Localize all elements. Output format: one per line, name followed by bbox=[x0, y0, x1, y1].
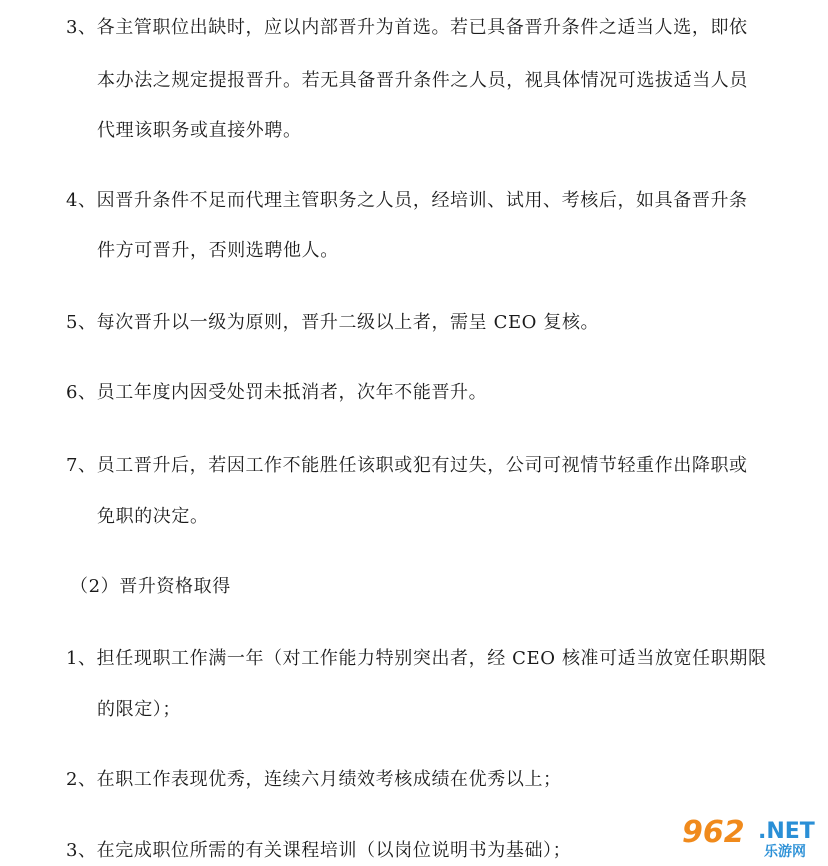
req-2: 2、在职工作表现优秀，连续六月绩效考核成绩在优秀以上； bbox=[66, 769, 562, 790]
para-3-line-2: 本办法之规定提报晋升。若无具备晋升条件之人员，视具体情况可选拔适当人员 bbox=[97, 70, 748, 91]
para-3-line-1: 3、各主管职位出缺时，应以内部晋升为首选。若已具备晋升条件之适当人选，即依 bbox=[66, 17, 748, 38]
para-6: 6、员工年度内因受处罚未抵消者，次年不能晋升。 bbox=[66, 382, 488, 403]
para-5: 5、每次晋升以一级为原则，晋升二级以上者，需呈 CEO 复核。 bbox=[66, 312, 600, 333]
para-3-line-3: 代理该职务或直接外聘。 bbox=[97, 120, 302, 141]
watermark-domain: .NET bbox=[758, 819, 815, 844]
req-3: 3、在完成职位所需的有关课程培训（以岗位说明书为基础）； bbox=[66, 840, 572, 861]
req-1-line-2: 的限定）； bbox=[97, 699, 181, 720]
req-1-line-1: 1、担任现职工作满一年（对工作能力特别突出者，经 CEO 核准可适当放宽任职期限 bbox=[66, 648, 767, 669]
watermark-number: 962 bbox=[682, 815, 745, 850]
para-7-line-1: 7、员工晋升后，若因工作不能胜任该职或犯有过失，公司可视情节轻重作出降职或 bbox=[66, 455, 748, 476]
para-7-line-2: 免职的决定。 bbox=[97, 506, 209, 527]
para-4-line-2: 件方可晋升，否则选聘他人。 bbox=[97, 240, 339, 261]
site-watermark-logo bbox=[682, 816, 822, 862]
section-heading: （2）晋升资格取得 bbox=[70, 576, 231, 597]
para-4-line-1: 4、因晋升条件不足而代理主管职务之人员，经培训、试用、考核后，如具备晋升条 bbox=[66, 190, 748, 211]
watermark-subtitle: 乐游网 bbox=[764, 844, 806, 860]
